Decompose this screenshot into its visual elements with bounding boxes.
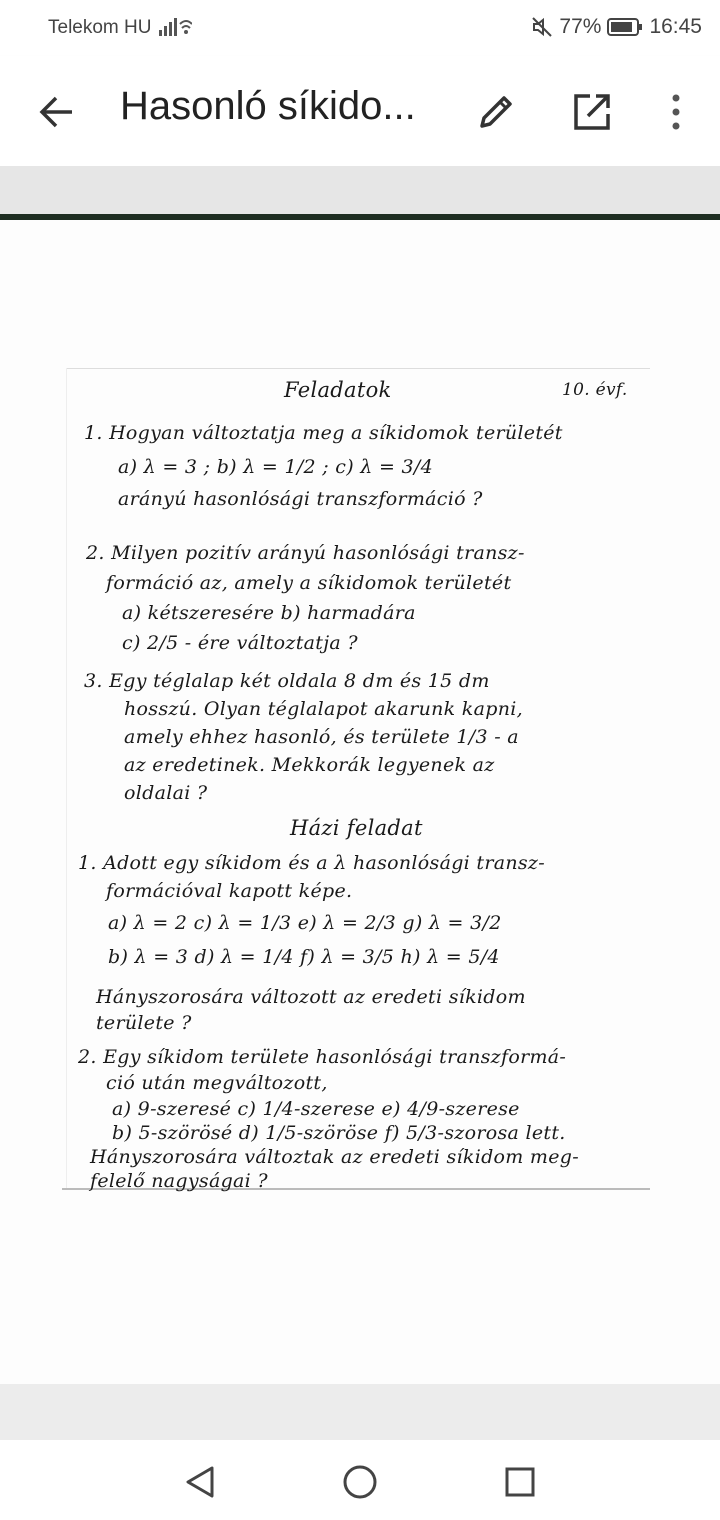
battery-icon [607,17,643,37]
task-line: formáció az, amely a síkidomok területét [106,572,512,594]
signal-wifi-icon [158,14,192,38]
photo-of-handwritten-sheet[interactable] [0,214,720,1384]
open-in-new-icon[interactable] [570,90,614,134]
task-line: oldalai ? [124,782,208,804]
homework-line: a) 9-szeresé c) 1/4-szerese e) 4/9-szerese [112,1098,520,1120]
homework-line: a) λ = 2 c) λ = 1/3 e) λ = 2/3 g) λ = 3/2 [108,912,502,934]
homework-line: ció után megváltozott, [106,1072,328,1094]
pencil-icon[interactable] [474,90,518,134]
task-line: 2. Milyen pozitív arányú hasonlósági transz- [86,542,525,564]
battery-percent: 77% [559,15,602,38]
sheet-heading: Feladatok [284,378,392,402]
circle-home-icon[interactable] [340,1462,380,1502]
status-right [531,15,702,39]
task-line: amely ehhez hasonló, és területe 1/3 - a [124,726,519,748]
triangle-back-icon[interactable] [180,1462,220,1502]
homework-line: Hányszorosára változtak az eredeti síkidom meg- [90,1146,579,1168]
task-line: arányú hasonlósági transzformáció ? [118,488,483,510]
status-bar [0,0,720,56]
sheet-grade: 10. évf. [562,380,628,400]
task-line: a) λ = 3 ; b) λ = 1/2 ; c) λ = 3/4 [118,456,434,478]
image-viewer[interactable] [0,166,720,1384]
homework-line: b) 5-szörösé d) 1/5-szöröse f) 5/3-szorosa lett. [112,1122,566,1144]
homework-line: Hányszorosára változott az eredeti síkidom [96,986,526,1008]
viewer-bottom-band [0,1384,720,1440]
homework-line: formációval kapott képe. [106,880,353,902]
task-line: 3. Egy téglalap két oldala 8 dm és 15 dm [84,670,490,692]
homework-line: felelő nagyságai ? [90,1170,268,1192]
homework-title: Házi feladat [290,816,423,840]
carrier-label: Telekom HU [48,17,152,38]
homework-line: területe ? [96,1012,192,1034]
task-line: 1. Hogyan változtatja meg a síkidomok területét [84,422,563,444]
task-line: a) kétszeresére b) harmadára [122,602,416,624]
document-title: Hasonló síkido... [120,84,416,128]
app-bar [0,56,720,166]
arrow-back-icon[interactable] [36,92,76,132]
task-line: az eredetinek. Mekkorák legyenek az [124,754,495,776]
more-vert-icon[interactable] [664,90,688,134]
sheet-edge [66,368,650,369]
homework-line: 2. Egy síkidom területe hasonlósági transzformá- [78,1046,567,1068]
square-recents-icon[interactable] [500,1462,540,1502]
clock: 16:45 [649,15,702,38]
task-line: hosszú. Olyan téglalapot akarunk kapni, [124,698,523,720]
homework-line: 1. Adott egy síkidom és a λ hasonlósági transz- [78,852,545,874]
homework-line: b) λ = 3 d) λ = 1/4 f) λ = 3/5 h) λ = 5/4 [108,946,500,968]
task-line: c) 2/5 - ére változtatja ? [122,632,358,654]
system-nav-bar [0,1440,720,1520]
sheet-edge [66,368,67,1188]
mute-icon [531,16,553,38]
